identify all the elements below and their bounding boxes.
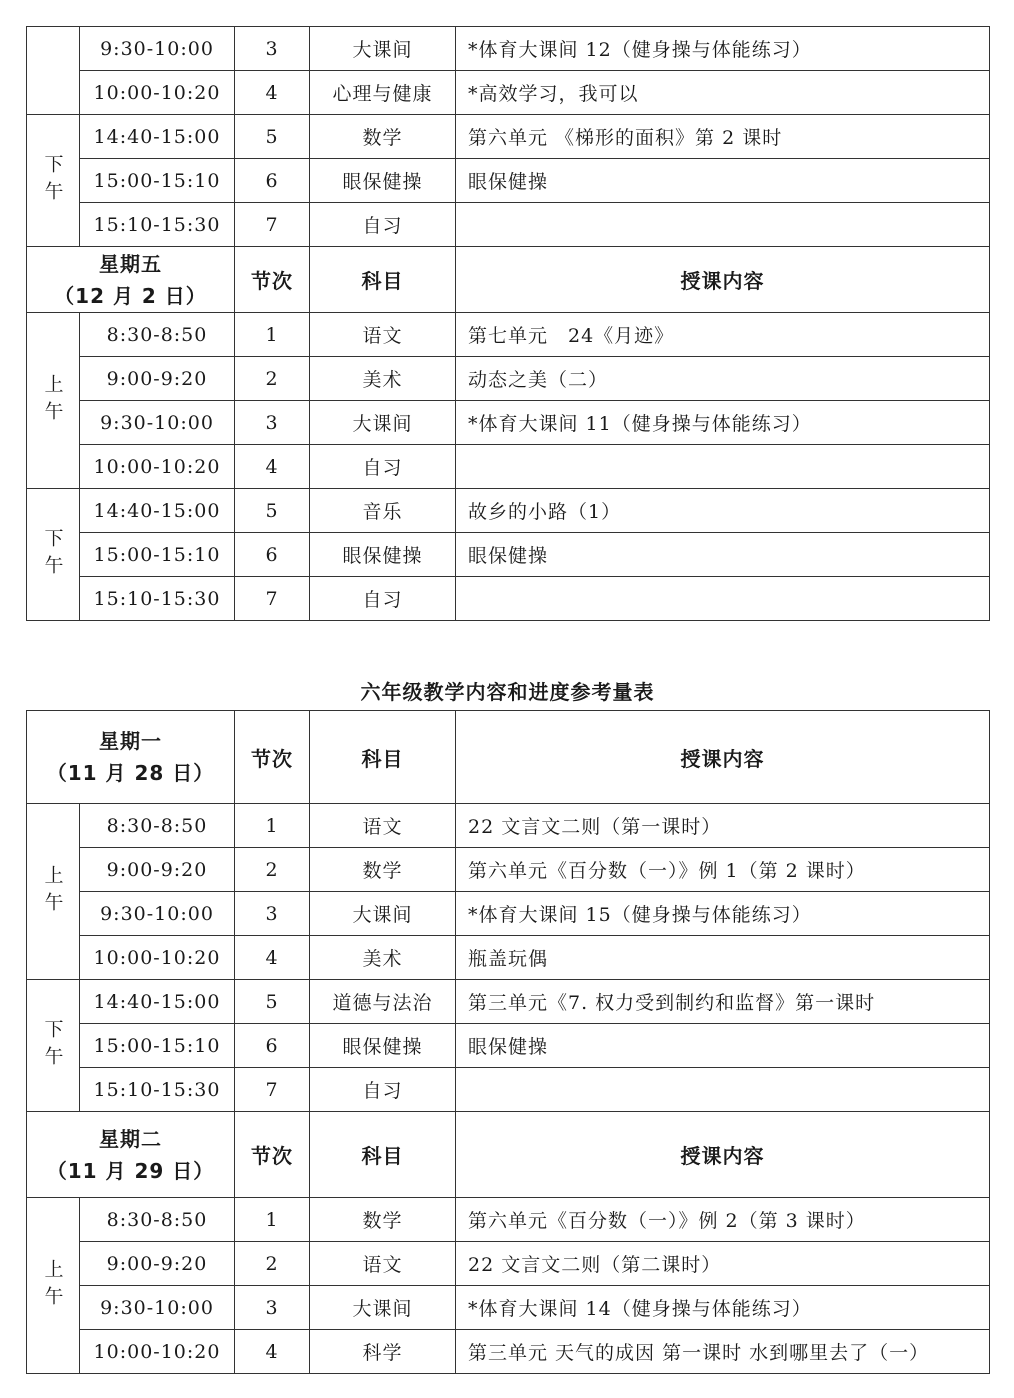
- table-row: [27, 115, 990, 159]
- subject-cell: 数学: [310, 1198, 456, 1242]
- subject-cell: 语文: [310, 313, 456, 357]
- column-header-lesson-number: 节次: [235, 711, 310, 804]
- time-cell: 10:00-10:20: [80, 71, 235, 115]
- subject-cell: 大课间: [310, 1286, 456, 1330]
- column-header-content: 授课内容: [456, 1112, 990, 1198]
- table-row: [27, 848, 990, 892]
- lesson-number-cell: 4: [235, 1330, 310, 1374]
- time-cell: 9:30-10:00: [80, 1286, 235, 1330]
- column-header-content: 授课内容: [456, 711, 990, 804]
- day-name: 星期一: [99, 729, 162, 753]
- table-row: [27, 892, 990, 936]
- lesson-number-cell: 5: [235, 980, 310, 1024]
- day-header-row: [27, 1112, 990, 1198]
- subject-cell: 眼保健操: [310, 159, 456, 203]
- lesson-number-cell: 6: [235, 159, 310, 203]
- subject-cell: 心理与健康: [310, 71, 456, 115]
- content-cell: [456, 1068, 990, 1112]
- subject-cell: 大课间: [310, 401, 456, 445]
- subject-cell: 数学: [310, 848, 456, 892]
- column-header-content: 授课内容: [456, 247, 990, 313]
- time-cell: 9:30-10:00: [80, 892, 235, 936]
- day-header-cell: [27, 1112, 235, 1198]
- period-cell-morning: 上午: [27, 313, 80, 489]
- column-header-lesson-number: 节次: [235, 1112, 310, 1198]
- time-cell: 15:10-15:30: [80, 577, 235, 621]
- lesson-number-cell: 5: [235, 489, 310, 533]
- lesson-number-cell: 5: [235, 115, 310, 159]
- time-cell: 9:00-9:20: [80, 1242, 235, 1286]
- period-cell-afternoon: 下午: [27, 489, 80, 621]
- lesson-number-cell: 4: [235, 445, 310, 489]
- day-name: 星期二: [99, 1126, 162, 1151]
- lesson-number-cell: 6: [235, 1024, 310, 1068]
- lesson-number-cell: 3: [235, 1286, 310, 1330]
- table-row: [27, 159, 990, 203]
- content-cell: [456, 445, 990, 489]
- subject-cell: 语文: [310, 1242, 456, 1286]
- lesson-number-cell: 7: [235, 203, 310, 247]
- content-cell: 第三单元 天气的成因 第一课时 水到哪里去了（一）: [456, 1330, 990, 1374]
- time-cell: 15:00-15:10: [80, 1024, 235, 1068]
- content-cell: 眼保健操: [456, 1024, 990, 1068]
- column-header-subject: 科目: [310, 711, 456, 804]
- content-cell: [456, 577, 990, 621]
- time-cell: 8:30-8:50: [80, 313, 235, 357]
- table-row: [27, 357, 990, 401]
- time-cell: 9:00-9:20: [80, 848, 235, 892]
- time-cell: 14:40-15:00: [80, 115, 235, 159]
- lesson-number-cell: 7: [235, 577, 310, 621]
- subject-cell: 眼保健操: [310, 533, 456, 577]
- subject-cell: 美术: [310, 936, 456, 980]
- time-cell: 8:30-8:50: [80, 804, 235, 848]
- lesson-number-cell: 7: [235, 1068, 310, 1112]
- time-cell: 9:00-9:20: [80, 357, 235, 401]
- subject-cell: 大课间: [310, 27, 456, 71]
- subject-cell: 道德与法治: [310, 980, 456, 1024]
- content-cell: *体育大课间 14（健身操与体能练习）: [456, 1286, 990, 1330]
- table-row: [27, 401, 990, 445]
- table-row: [27, 577, 990, 621]
- column-header-lesson-number: 节次: [235, 247, 310, 313]
- content-cell: 第三单元《7. 权力受到制约和监督》第一课时: [456, 980, 990, 1024]
- lesson-number-cell: 4: [235, 71, 310, 115]
- table-row: [27, 445, 990, 489]
- table-row: [27, 980, 990, 1024]
- subject-cell: 自习: [310, 577, 456, 621]
- day-date: （11 月 29 日）: [46, 1158, 215, 1183]
- content-cell: *体育大课间 11（健身操与体能练习）: [456, 401, 990, 445]
- subject-cell: 大课间: [310, 892, 456, 936]
- time-cell: 9:30-10:00: [80, 401, 235, 445]
- subject-cell: 语文: [310, 804, 456, 848]
- content-cell: 眼保健操: [456, 533, 990, 577]
- column-header-subject: 科目: [310, 247, 456, 313]
- table-row: [27, 203, 990, 247]
- time-cell: 10:00-10:20: [80, 445, 235, 489]
- time-cell: 10:00-10:20: [80, 936, 235, 980]
- subject-cell: 美术: [310, 357, 456, 401]
- subject-cell: 自习: [310, 203, 456, 247]
- content-cell: *体育大课间 12（健身操与体能练习）: [456, 27, 990, 71]
- period-cell-blank: [27, 27, 80, 115]
- lesson-number-cell: 1: [235, 313, 310, 357]
- subject-cell: 眼保健操: [310, 1024, 456, 1068]
- content-cell: 22 文言文二则（第二课时）: [456, 1242, 990, 1286]
- day-header-cell: [27, 711, 235, 804]
- subject-cell: 音乐: [310, 489, 456, 533]
- table-row: [27, 1286, 990, 1330]
- content-cell: *体育大课间 15（健身操与体能练习）: [456, 892, 990, 936]
- table-row: [27, 1330, 990, 1374]
- period-cell-afternoon: 下午: [27, 115, 80, 247]
- subject-cell: 自习: [310, 1068, 456, 1112]
- content-cell: 第六单元 《梯形的面积》第 2 课时: [456, 115, 990, 159]
- time-cell: 9:30-10:00: [80, 27, 235, 71]
- content-cell: 22 文言文二则（第一课时）: [456, 804, 990, 848]
- subject-cell: 科学: [310, 1330, 456, 1374]
- time-cell: 15:10-15:30: [80, 1068, 235, 1112]
- period-cell-afternoon: 下午: [27, 980, 80, 1112]
- table-row: [27, 936, 990, 980]
- lesson-number-cell: 3: [235, 401, 310, 445]
- lesson-number-cell: 2: [235, 1242, 310, 1286]
- schedule-table-top: [26, 26, 990, 621]
- subject-cell: 数学: [310, 115, 456, 159]
- lesson-number-cell: 3: [235, 892, 310, 936]
- content-cell: 第六单元《百分数（一）》例 2（第 3 课时）: [456, 1198, 990, 1242]
- day-header-row: [27, 247, 990, 313]
- lesson-number-cell: 2: [235, 848, 310, 892]
- lesson-number-cell: 2: [235, 357, 310, 401]
- period-cell-morning: 上午: [27, 804, 80, 980]
- table-row: [27, 71, 990, 115]
- table-row: [27, 1242, 990, 1286]
- lesson-number-cell: 3: [235, 27, 310, 71]
- day-name: 星期五: [99, 251, 162, 276]
- table-row: [27, 533, 990, 577]
- schedule-table-bottom: [26, 710, 990, 1374]
- time-cell: 8:30-8:50: [80, 1198, 235, 1242]
- table-row: [27, 27, 990, 71]
- section-title: 六年级教学内容和进度参考量表: [360, 680, 655, 704]
- content-cell: 第七单元 24《月迹》: [456, 313, 990, 357]
- table-row: [27, 1068, 990, 1112]
- content-cell: 瓶盖玩偶: [456, 936, 990, 980]
- column-header-subject: 科目: [310, 1112, 456, 1198]
- table-row: [27, 1024, 990, 1068]
- table-row: [27, 1198, 990, 1242]
- table-row: [27, 313, 990, 357]
- day-date: （11 月 28 日）: [46, 761, 215, 785]
- content-cell: 第六单元《百分数（一）》例 1（第 2 课时）: [456, 848, 990, 892]
- content-cell: 眼保健操: [456, 159, 990, 203]
- table-row: [27, 804, 990, 848]
- period-cell-morning: 上午: [27, 1198, 80, 1374]
- content-cell: [456, 203, 990, 247]
- content-cell: *高效学习，我可以: [456, 71, 990, 115]
- day-header-row: [27, 711, 990, 804]
- time-cell: 15:00-15:10: [80, 533, 235, 577]
- time-cell: 15:10-15:30: [80, 203, 235, 247]
- lesson-number-cell: 1: [235, 1198, 310, 1242]
- content-cell: 动态之美（二）: [456, 357, 990, 401]
- content-cell: 故乡的小路（1）: [456, 489, 990, 533]
- day-date: （12 月 2 日）: [54, 283, 207, 308]
- table-row: [27, 489, 990, 533]
- lesson-number-cell: 6: [235, 533, 310, 577]
- time-cell: 14:40-15:00: [80, 980, 235, 1024]
- time-cell: 10:00-10:20: [80, 1330, 235, 1374]
- time-cell: 14:40-15:00: [80, 489, 235, 533]
- subject-cell: 自习: [310, 445, 456, 489]
- day-header-cell: [27, 247, 235, 313]
- time-cell: 15:00-15:10: [80, 159, 235, 203]
- lesson-number-cell: 4: [235, 936, 310, 980]
- lesson-number-cell: 1: [235, 804, 310, 848]
